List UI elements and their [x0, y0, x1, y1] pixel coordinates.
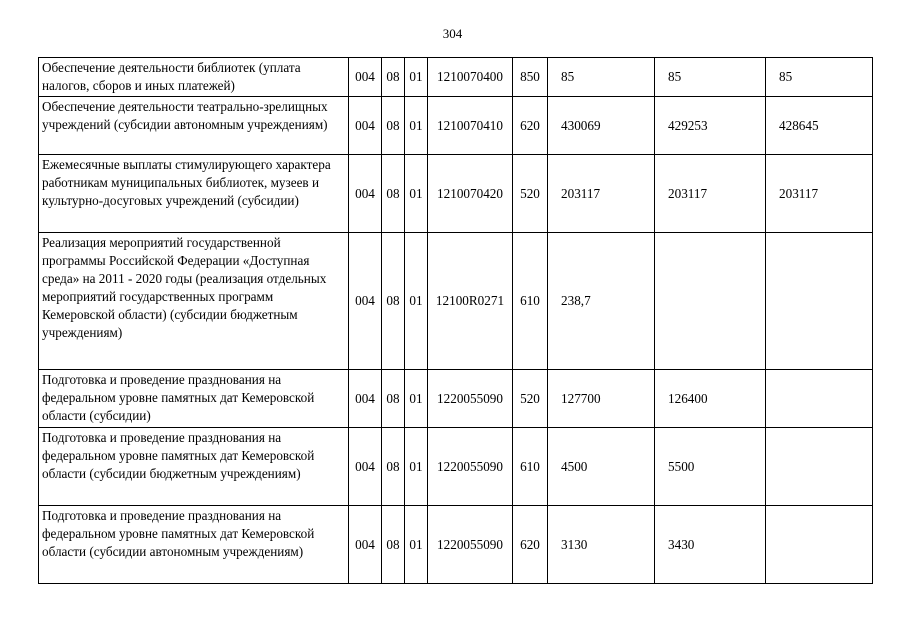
ministry-code: 004 — [349, 58, 382, 97]
row-description: Обеспечение деятельности театрально-зрелищных учреждений (субсидии автономным учреждениям) — [39, 97, 349, 155]
amount-year-3: 85 — [766, 58, 873, 97]
table-row — [39, 155, 873, 233]
amount-year-1: 238,7 — [548, 233, 655, 370]
amount-year-2: 3430 — [655, 506, 766, 584]
table-row — [39, 97, 873, 155]
amount-year-1: 4500 — [548, 428, 655, 506]
target-article-code: 1210070400 — [428, 58, 513, 97]
subsection-code: 01 — [405, 370, 428, 428]
expense-type-code: 610 — [513, 428, 548, 506]
target-article-code: 1220055090 — [428, 428, 513, 506]
target-article-code: 1210070420 — [428, 155, 513, 233]
amount-year-3 — [766, 428, 873, 506]
expense-type-code: 520 — [513, 370, 548, 428]
row-description: Подготовка и проведение празднования на федеральном уровне памятных дат Кемеровской области (субсидии автономным учреждениям) — [39, 506, 349, 584]
expense-type-code: 610 — [513, 233, 548, 370]
row-description: Подготовка и проведение празднования на федеральном уровне памятных дат Кемеровской области (субсидии) — [39, 370, 349, 428]
section-code: 08 — [382, 370, 405, 428]
expense-type-code: 620 — [513, 97, 548, 155]
table-row — [39, 370, 873, 428]
subsection-code: 01 — [405, 506, 428, 584]
ministry-code: 004 — [349, 97, 382, 155]
amount-year-2: 429253 — [655, 97, 766, 155]
target-article-code: 1220055090 — [428, 370, 513, 428]
page-number: 304 — [442, 26, 463, 41]
section-code: 08 — [382, 428, 405, 506]
table-row — [39, 428, 873, 506]
ministry-code: 004 — [349, 428, 382, 506]
target-article-code: 1220055090 — [428, 506, 513, 584]
ministry-code: 004 — [349, 370, 382, 428]
amount-year-1: 3130 — [548, 506, 655, 584]
ministry-code: 004 — [349, 233, 382, 370]
amount-year-2 — [655, 233, 766, 370]
amount-year-3 — [766, 233, 873, 370]
amount-year-3 — [766, 506, 873, 584]
ministry-code: 004 — [349, 155, 382, 233]
target-article-code: 1210070410 — [428, 97, 513, 155]
subsection-code: 01 — [405, 58, 428, 97]
row-description: Подготовка и проведение празднования на федеральном уровне памятных дат Кемеровской области (субсидии бюджетным учреждениям) — [39, 428, 349, 506]
amount-year-1: 430069 — [548, 97, 655, 155]
subsection-code: 01 — [405, 155, 428, 233]
table-row — [39, 506, 873, 584]
budget-table — [38, 57, 873, 584]
amount-year-1: 203117 — [548, 155, 655, 233]
amount-year-3: 428645 — [766, 97, 873, 155]
amount-year-2: 85 — [655, 58, 766, 97]
row-description: Реализация мероприятий государственной программы Российской Федерации «Доступная среда» на 2011 - 2020 годы (реализация отдельных мероприятий государственных программ Кемеровской области) (субсидии бюджетным учреждениям) — [39, 233, 349, 370]
section-code: 08 — [382, 155, 405, 233]
row-description: Обеспечение деятельности библиотек (уплата налогов, сборов и иных платежей) — [39, 58, 349, 97]
expense-type-code: 620 — [513, 506, 548, 584]
amount-year-2: 126400 — [655, 370, 766, 428]
amount-year-3 — [766, 370, 873, 428]
section-code: 08 — [382, 506, 405, 584]
amount-year-3: 203117 — [766, 155, 873, 233]
amount-year-1: 85 — [548, 58, 655, 97]
expense-type-code: 520 — [513, 155, 548, 233]
amount-year-2: 203117 — [655, 155, 766, 233]
subsection-code: 01 — [405, 428, 428, 506]
table-row — [39, 233, 873, 370]
amount-year-1: 127700 — [548, 370, 655, 428]
ministry-code: 004 — [349, 506, 382, 584]
target-article-code: 12100R0271 — [428, 233, 513, 370]
row-description: Ежемесячные выплаты стимулирующего характера работникам муниципальных библиотек, музеев и культурно-досуговых учреждений (субсидии) — [39, 155, 349, 233]
table-row — [39, 58, 873, 97]
subsection-code: 01 — [405, 233, 428, 370]
amount-year-2: 5500 — [655, 428, 766, 506]
section-code: 08 — [382, 58, 405, 97]
section-code: 08 — [382, 233, 405, 370]
section-code: 08 — [382, 97, 405, 155]
expense-type-code: 850 — [513, 58, 548, 97]
subsection-code: 01 — [405, 97, 428, 155]
